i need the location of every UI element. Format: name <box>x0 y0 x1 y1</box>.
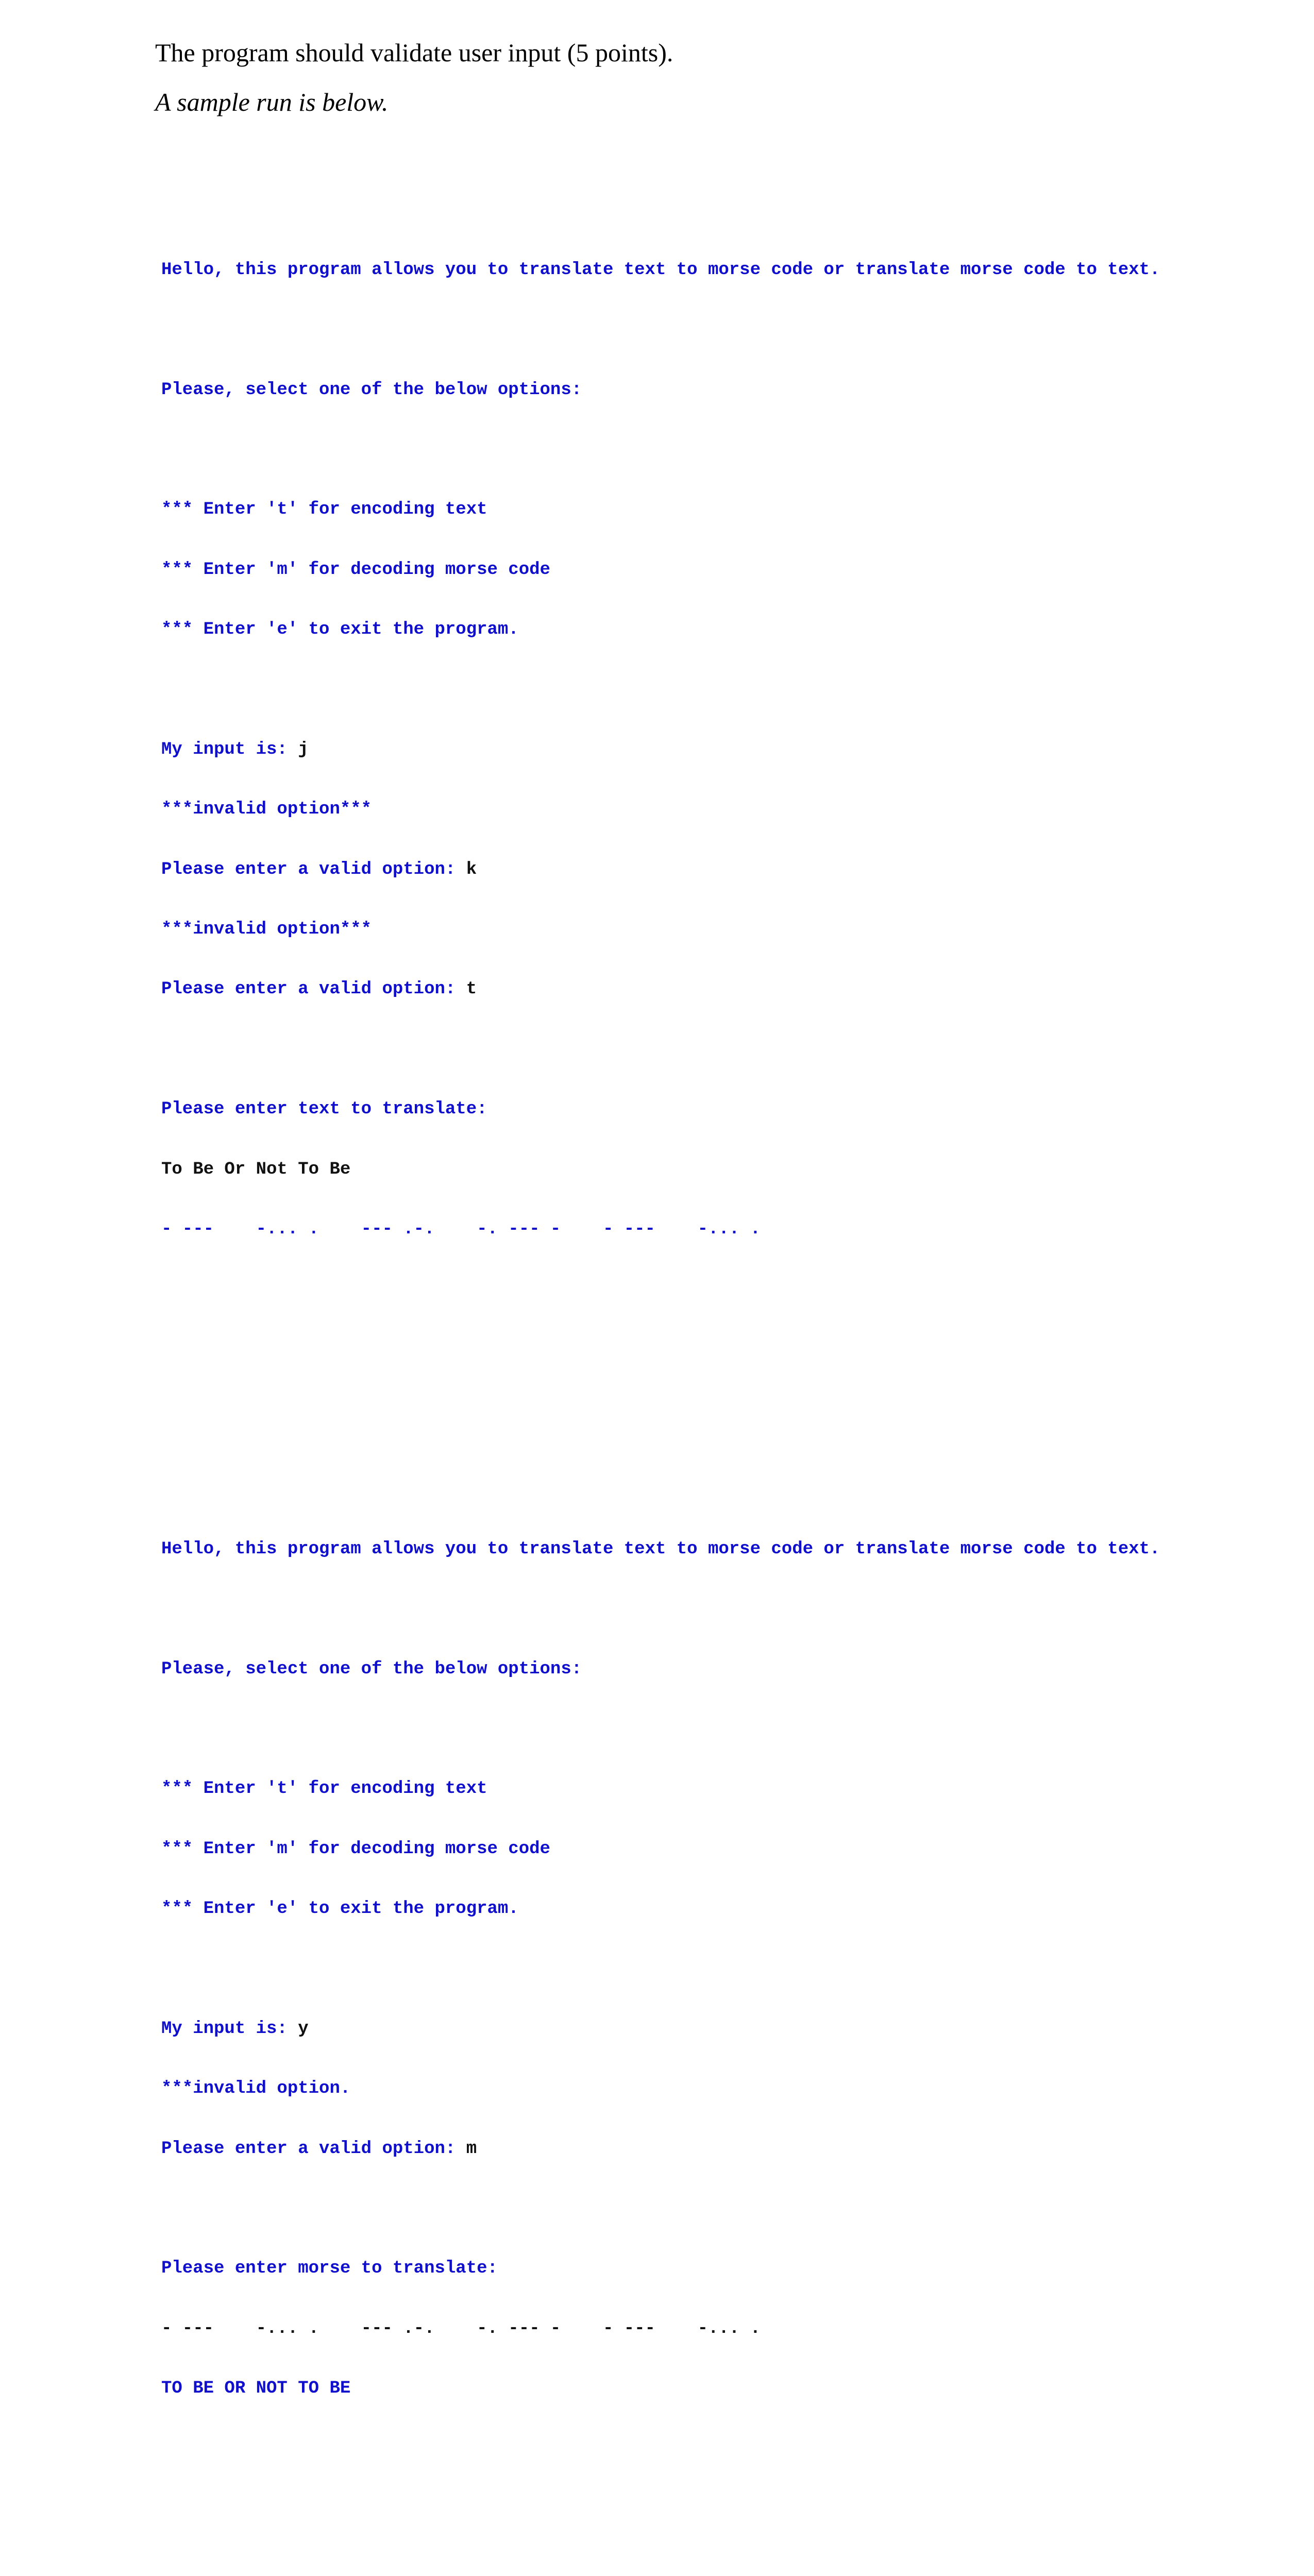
valid-option-prompt: Please enter a valid option: <box>161 859 466 879</box>
program-intro: Hello, this program allows you to translate text to morse code or translate morse code to text. <box>161 1539 1160 1559</box>
option-exit: *** Enter 'e' to exit the program. <box>161 620 519 640</box>
valid-option-value: k <box>466 859 477 879</box>
valid-option-value: m <box>466 2139 477 2159</box>
option-decode: *** Enter 'm' for decoding morse code <box>161 560 550 580</box>
invalid-option-message: ***invalid option*** <box>161 920 372 940</box>
sample-run-2 <box>161 1499 1160 2438</box>
requirement-text: The program should validate user input (5 points). <box>155 38 673 67</box>
valid-option-prompt: Please enter a valid option: <box>161 2139 466 2159</box>
valid-option-prompt-line <box>161 979 1160 999</box>
valid-option-prompt: Please enter a valid option: <box>161 979 466 999</box>
option-decode: *** Enter 'm' for decoding morse code <box>161 1839 550 1859</box>
translate-prompt: Please enter text to translate: <box>161 1099 487 1120</box>
input-value: y <box>298 2019 309 2039</box>
morse-output: - --- -... . --- .-. -. --- - - --- -... . <box>161 1219 761 1240</box>
sample-run-intro: A sample run is below. <box>155 88 389 116</box>
user-text-input: To Be Or Not To Be <box>161 1159 351 1179</box>
invalid-option-message: ***invalid option. <box>161 2079 351 2099</box>
valid-option-prompt-line <box>161 860 1160 880</box>
translate-prompt: Please enter morse to translate: <box>161 2259 498 2279</box>
sample-run-1 <box>161 220 1160 1279</box>
input-value: j <box>298 739 309 759</box>
input-label: My input is: <box>161 2019 298 2039</box>
option-encode: *** Enter 't' for encoding text <box>161 1779 487 1799</box>
option-encode: *** Enter 't' for encoding text <box>161 500 487 520</box>
select-prompt: Please, select one of the below options: <box>161 1659 582 1679</box>
input-line <box>161 740 1160 760</box>
input-label: My input is: <box>161 739 298 759</box>
select-prompt: Please, select one of the below options: <box>161 380 582 400</box>
program-intro: Hello, this program allows you to translate text to morse code or translate morse code to text. <box>161 260 1160 280</box>
valid-option-prompt-line <box>161 2139 1160 2159</box>
input-line <box>161 2019 1160 2039</box>
valid-option-value: t <box>466 979 477 999</box>
invalid-option-message: ***invalid option*** <box>161 800 372 820</box>
user-morse-input: - --- -... . --- .-. -. --- - - --- -... . <box>161 2318 761 2338</box>
option-exit: *** Enter 'e' to exit the program. <box>161 1899 519 1919</box>
text-output: TO BE OR NOT TO BE <box>161 2379 351 2399</box>
sample-run-console-output <box>161 140 1160 2576</box>
